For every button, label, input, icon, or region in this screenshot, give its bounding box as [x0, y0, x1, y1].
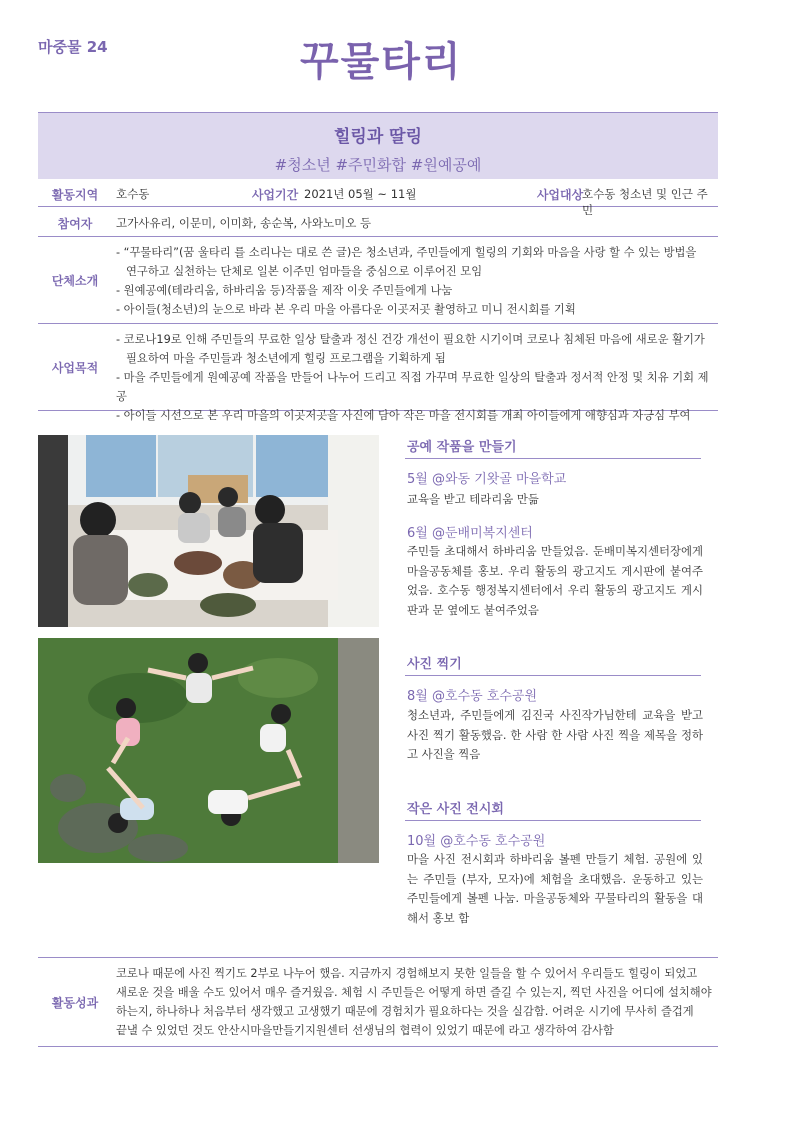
result-line: 새로운 것을 배울 수도 있어서 매우 즐거웠음. 체험 시 주민들은 어떻게 하면 즐길 수 있는지, 찍던 사진을 어디에 설치해야 [116, 986, 712, 999]
project-title: 힐링과 딸링 [333, 127, 423, 147]
purpose-line: - 마을 주민들에게 원예공예 작품을 만들어 나누어 드리고 직접 가꾸며 무료한 일상의 탈출과 정서적 안정 및 치유 기회 제공 [116, 371, 709, 403]
section-title-crafts: 공예 작품을 만들기 [407, 440, 517, 455]
result-line: 끝낼 수 있었던 것도 안산시마을만들기지원센터 선생님의 협력이 있었기 때문에 라고 생각하여 감사함 [116, 1024, 614, 1037]
intro-row [38, 237, 718, 324]
workshop-photo [38, 435, 379, 627]
purpose-line: 필요하여 마을 주민들과 청소년에게 힐링 프로그램을 기획하게 됨 [126, 352, 446, 365]
result-line: 코로나 때문에 사진 찍기도 2부로 나누어 했음. 지금까지 경험해보지 못한 일들을 할 수 있어서 우리들도 힐링이 되었고 [116, 967, 698, 980]
section-divider [405, 820, 701, 821]
target-value: 호수동 청소년 및 인근 주민 [582, 187, 708, 217]
purpose-text [116, 330, 710, 425]
period-label: 사업기간 [251, 188, 299, 202]
hashtags: #청소년 #주민화합 #원예공예 [274, 156, 482, 174]
intro-line: - 아이들(청소년)의 눈으로 바라 본 우리 마을 아름다운 이곳저곳 촬영하고 미니 전시회를 기획 [116, 303, 576, 316]
area-label: 활동지역 [51, 188, 99, 202]
section-divider [405, 458, 701, 459]
section-item-heading: 8월 @호수동 호수공원 [407, 689, 537, 704]
section-item-text: 마을 사진 전시회과 하바리움 볼펜 만들기 체험. 공원에 있는 주민들 (부자, 모자)에 체험을 초대했음. 운동하고 있는 주민들에게 볼펜 나눔. 마을공동체와 꾸물타리의 활동을 대해서 홍보 함 [407, 852, 703, 925]
purpose-line: - 코로나19로 인해 주민들의 무료한 일상 탈출과 정신 건강 개선이 필요한 시기이며 코로나 침체된 마음에 새로운 활기가 [116, 333, 705, 346]
section-title-exhibition: 작은 사진 전시회 [407, 802, 504, 817]
result-text [116, 964, 712, 1040]
section-title-photos: 사진 찍기 [407, 657, 462, 672]
purpose-label: 사업목적 [51, 361, 99, 375]
circle-photo-image [38, 638, 379, 863]
result-row [38, 957, 718, 1047]
page-number: 마중물 24 [38, 38, 108, 56]
circle-photo [38, 638, 379, 863]
title-band [38, 112, 718, 179]
target-label: 사업대상 [536, 188, 584, 202]
participants-label: 참여자 [57, 217, 93, 231]
intro-line: - “꾸물타리”(꿈 울타리 를 소리나는 대로 쓴 글)은 청소년과, 주민들에게 힐링의 기회와 마음을 사랑 할 수 있는 방법을 [116, 246, 697, 259]
participants-value: 고가사유리, 이문미, 이미화, 송순복, 사와노미오 등 [116, 216, 372, 230]
participants-row [38, 207, 718, 237]
purpose-line: - 아이들 시선으로 본 우리 마을의 이곳저곳을 사진에 담아 작은 마을 전시회를 개최 아이들에게 애향심과 자긍심 부여 [116, 409, 691, 422]
purpose-row [38, 324, 718, 422]
section-item-text: 주민들 초대해서 하바리움 만들었음. 둔배미복지센터장에게 마을공동체를 홍보. 우리 활동의 광고지도 게시판에 붙여주었음. 호수동 행정복지센터에서 우리 활동의 광고지도 게시판과 문 옆에도 붙여주었음 [407, 544, 703, 617]
info-row [38, 179, 718, 217]
intro-text [116, 243, 710, 319]
area-value: 호수동 [116, 187, 150, 201]
workshop-photo-image [38, 435, 379, 627]
result-label: 활동성과 [51, 996, 99, 1010]
intro-label: 단체소개 [51, 274, 99, 288]
result-line: 하는지, 하나하나 처음부터 생각했고 고생했기 때문에 경험치가 필요하다는 것을 실감함. 어려운 시기에 무사히 즐겁게 [116, 1005, 694, 1018]
brand-title: 꾸물타리 [300, 39, 463, 85]
section-item-heading: 10월 @호수동 호수공원 [407, 834, 546, 849]
intro-line: - 원예공예(테라리움, 하바리움 등)작품을 제작 이웃 주민들에게 나눔 [116, 284, 453, 297]
section-item-text: 교육을 받고 테라리움 만듦 [407, 492, 539, 506]
intro-line: 연구하고 실천하는 단체로 일본 이주민 엄마들을 중심으로 이루어진 모임 [126, 265, 483, 278]
period-value: 2021년 05월 ~ 11월 [304, 187, 417, 201]
section-item-text: 청소년과, 주민들에게 김진국 사진작가님한테 교육을 받고 사진 찍기 활동했음. 한 사람 한 사람 사진 찍을 제목을 정하고 사진을 찍음 [407, 708, 703, 761]
section-item-heading: 5월 @와동 기왓골 마을학교 [407, 472, 567, 487]
section-divider [405, 675, 701, 676]
section-item-heading: 6월 @둔배미복지센터 [407, 526, 533, 541]
